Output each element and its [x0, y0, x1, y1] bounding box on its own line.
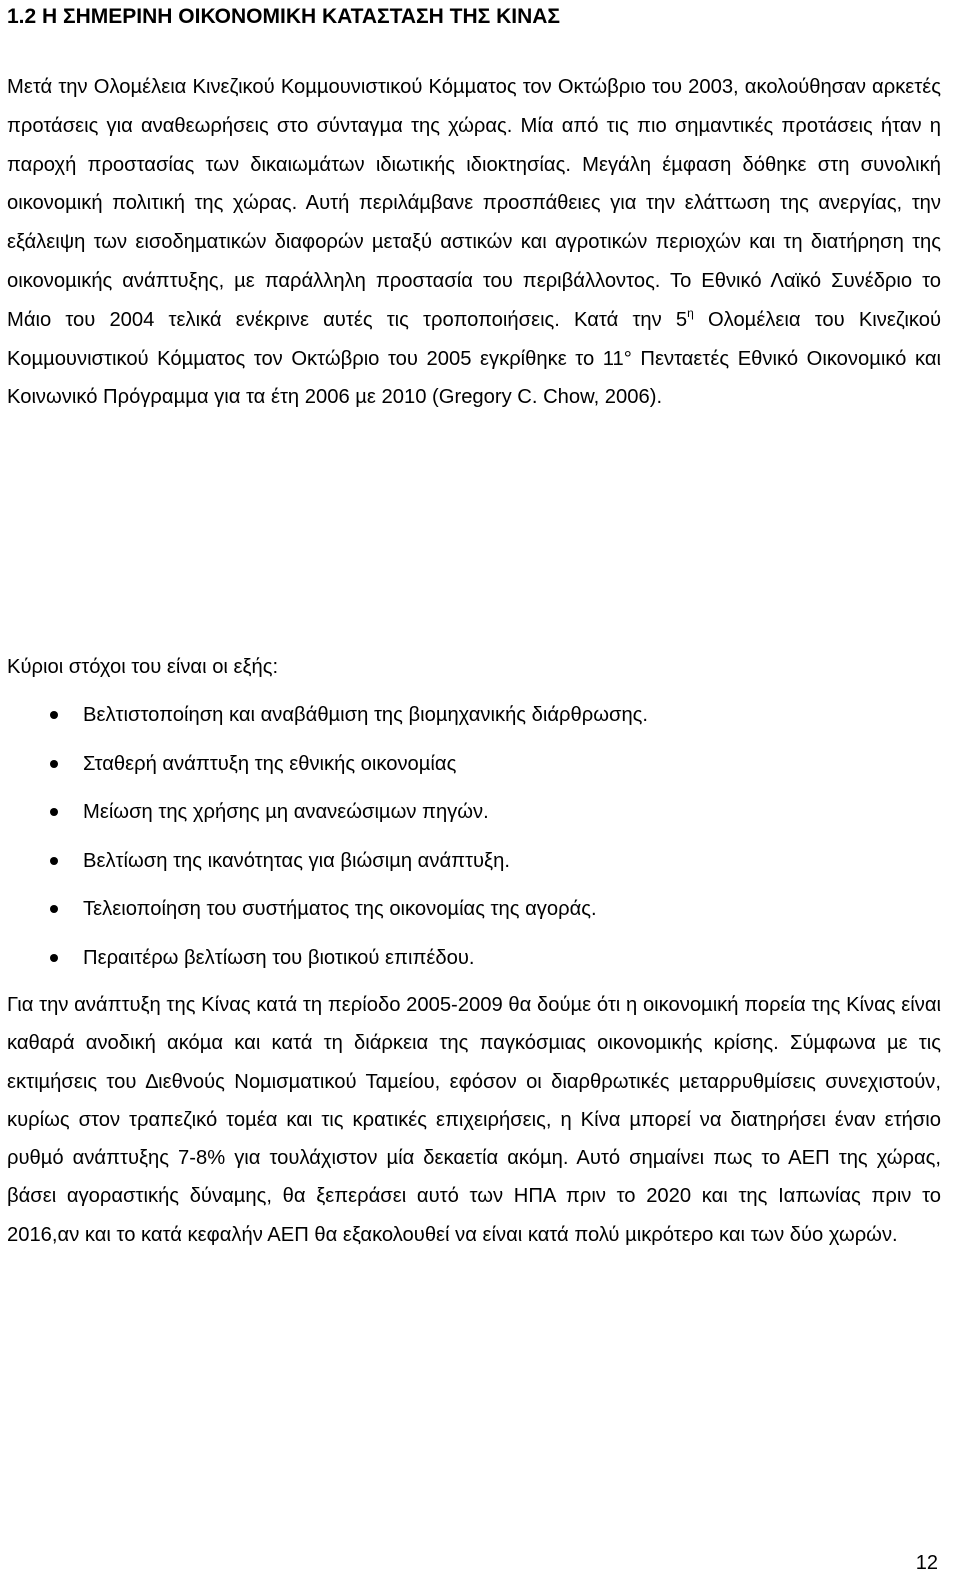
list-item	[7, 740, 648, 789]
list-item	[7, 691, 648, 740]
paragraph-growth: Για την ανάπτυξη της Κίνας κατά τη περίοδο 2005-2009 θα δούµε ότι η οικονοµική πορεία της Κίνας είναι καθαρά ανοδική ακόµα και κατά τη διάρκεια της παγκόσµιας οικονοµικής κρίσης. Σύµφωνα µε τις εκτιµήσεις του ∆ιεθνούς Νοµισµατικού Ταµείου, εφόσον οι διαρθρωτικές µεταρρυθµίσεις συνεχιστούν, κυρίως στον τραπεζικό τοµέα και τις κρατικές επιχειρήσεις, η Κίνα µπορεί να διατηρήσει έναν ετήσιο ρυθµό ανάπτυξης 7-8% για τουλάχιστον µία δεκαετία ακόµη. Αυτό σηµαίνει πως το ΑΕΠ της χώρας, βάσει αγοραστικής δύναµης, θα ξεπεράσει αυτό των ΗΠΑ πριν το 2020 και της Ιαπωνίας πριν το 2016,αν και το κατά κεφαλήν ΑΕΠ θα εξακολουθεί να είναι κατά πολύ µικρότερο και των δύο χωρών.	[7, 994, 941, 1246]
paragraph-text: Μετά την Ολοµέλεια Κινεζικού Κοµµουνιστικού Κόµµατος τον Οκτώβριο του 2003, ακολούθησαν αρκετές προτάσεις για αναθεωρήσεις στο σύνταγµα της χώρας. Μία από τις πιο σηµαντικές προτάσεις ήταν η παροχή προστασίας των δικαιωµάτων ιδιωτικής ιδιοκτησίας. Μεγάλη έµφαση δόθηκε στη συνολική οικονοµική πολιτική της χώρας. Αυτή περιλάµβανε προσπάθειες για την ελάττωση της ανεργίας, την εξάλειψη των εισοδηµατικών διαφορών µεταξύ αστικών και αγροτικών περιοχών και τη διατήρηση της οικονοµικής ανάπτυξης, µε παράλληλη προστασία του περιβάλλοντος. Το Εθνικό Λαϊκό Συνέδριο το Μάιο του 2004 τελικά ενέκρινε αυτές τις τροποποιήσεις. Κατά την 5	[7, 76, 941, 331]
section-heading: 1.2 Η ΣΗΜΕΡΙΝΗ ΟΙΚΟΝΟΜΙΚΗ ΚΑΤΑΣΤΑΣΗ ΤΗΣ ΚΙΝΑΣ	[7, 5, 561, 28]
bullet-icon	[50, 905, 58, 913]
ordinal-superscript: η	[687, 305, 694, 320]
list-item-text: Βελτιστοποίηση και αναβάθµιση της βιοµηχανικής διάρθρωσης.	[83, 704, 649, 726]
paragraph-text-continued: Ολοµέλεια του Κινεζικού Κοµµουνιστικού Κόµµατος τον Οκτώβριο του 2005 εγκρίθηκε το 11° Πενταετές Εθνικό Οικονοµικό και Κοινωνικό Πρόγραµµα για τα έτη 2006 µε 2010 (Gregory C. Chow, 2006).	[7, 308, 941, 409]
bullet-icon	[50, 857, 58, 865]
list-item	[7, 934, 648, 983]
list-item-text: Βελτίωση της ικανότητας για βιώσιµη ανάπτυξη.	[83, 849, 510, 872]
goals-list	[7, 691, 648, 983]
list-item-text: Περαιτέρω βελτίωση του βιοτικού επιπέδου.	[83, 946, 475, 969]
list-item	[7, 837, 648, 886]
list-item-text: Τελειοποίηση του συστήµατος της οικονοµίας της αγοράς.	[83, 898, 597, 921]
goals-intro: Κύριοι στόχοι του είναι οι εξής:	[7, 656, 279, 678]
list-item-text: Σταθερή ανάπτυξη της εθνικής οικονοµίας	[83, 752, 457, 775]
bullet-icon	[50, 954, 58, 962]
list-item	[7, 788, 648, 837]
list-item-text: Μείωση της χρήσης µη ανανεώσιµων πηγών.	[83, 801, 489, 824]
page-number: 12	[915, 1552, 938, 1574]
bullet-icon	[50, 808, 58, 816]
list-item	[7, 885, 648, 934]
bullet-icon	[50, 760, 58, 768]
bullet-icon	[50, 711, 58, 719]
paragraph-constitution	[7, 68, 941, 417]
